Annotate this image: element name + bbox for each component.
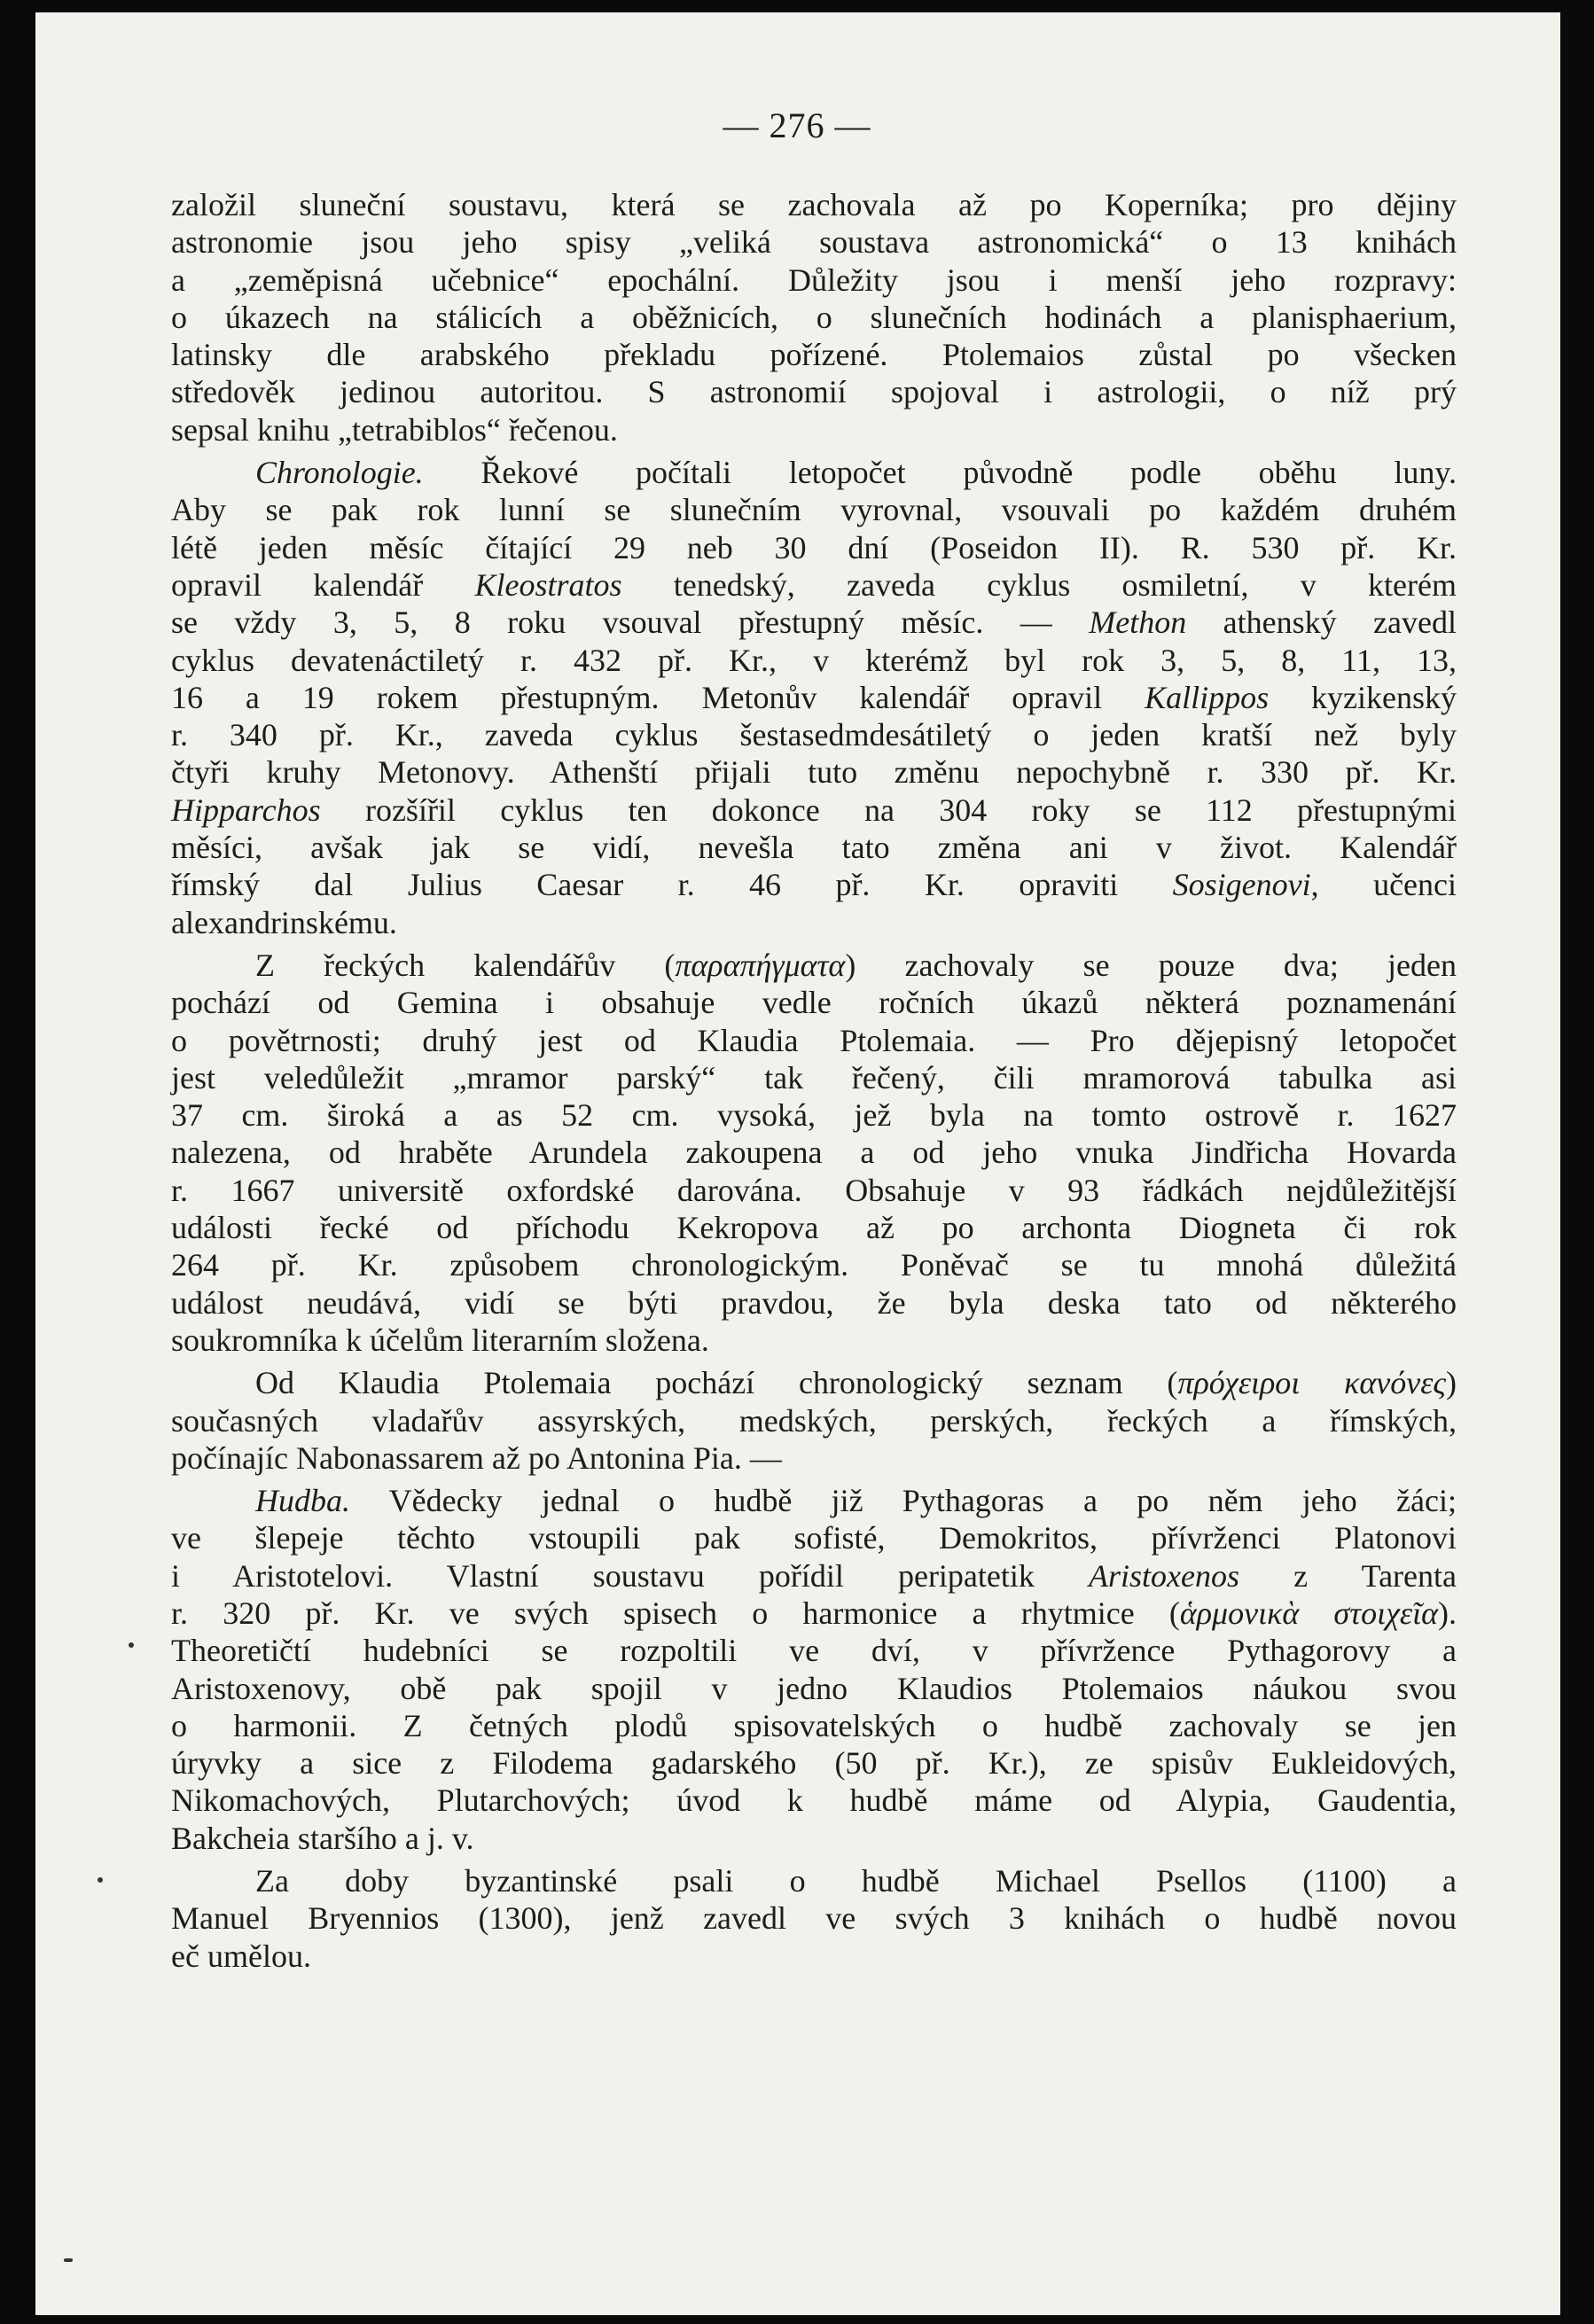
text-line: opravil kalendář Kleostratos tenedský, zaveda cyklus osmiletní, v kterém — [171, 566, 1457, 603]
text-line: současných vladařův assyrských, medských, perských, řeckých a římských, — [171, 1402, 1457, 1439]
text-line: 37 cm. široká a as 52 cm. vysoká, jež byla na tomto ostrově r. 1627 — [171, 1097, 1457, 1134]
text-line: nalezena, od hraběte Arundela zakoupena a od jeho vnuka Jindřicha Hovarda — [171, 1135, 1457, 1171]
greek-term: πρόχειροι κανόνες — [1177, 1365, 1447, 1401]
scan-speck — [64, 2258, 73, 2262]
scan-border-right — [1560, 0, 1594, 2324]
text-line: Za doby byzantinské psali o hudbě Michael Psellos (1100) a — [255, 1863, 1457, 1899]
text-line: události řecké od příchodu Kekropova až po archonta Diogneta či rok — [171, 1210, 1457, 1246]
text-line: Hipparchos rozšířil cyklus ten dokonce na 304 roky se 112 přestupnými — [171, 792, 1457, 828]
text-line: r. 320 př. Kr. ve svých spisech o harmonice a rhytmice (ἁρμονικὰ στοιχεῖα). — [171, 1595, 1457, 1631]
text-line: létě jeden měsíc čítající 29 neb 30 dní (Poseidon II). R. 530 př. Kr. — [171, 529, 1457, 565]
text-line: o harmonii. Z četných plodů spisovatelských o hudbě zachovaly se jen — [171, 1707, 1457, 1743]
text-line: latinsky dle arabského překladu pořízené. Ptolemaios zůstal po všecken — [171, 337, 1457, 373]
text-line: úryvky a sice z Filodema gadarského (50 př. Kr.), ze spisův Eukleidových, — [171, 1745, 1457, 1782]
section-heading-hudba: Hudba. — [255, 1483, 350, 1519]
text-line: cyklus devatenáctiletý r. 432 př. Kr., v kterémž byl rok 3, 5, 8, 11, 13, — [171, 642, 1457, 678]
text-line: r. 1667 universitě oxfordské darována. Obsahuje v 93 řádkách nejdůležitější — [171, 1172, 1457, 1208]
text-line: sepsal knihu „tetrabiblos“ řečenou. — [171, 411, 618, 448]
scan-border-top — [0, 0, 1594, 12]
greek-term: ἁρμονικὰ στοιχεῖα — [1179, 1595, 1438, 1631]
text-line: soukromníka k účelům literarním složena. — [171, 1322, 709, 1358]
name-hipparchos: Hipparchos — [171, 792, 321, 828]
text-line: r. 340 př. Kr., zaveda cyklus šestasedmdesátiletý o jeden kratší než byly — [171, 717, 1457, 753]
text-line: událost neudává, vidí se býti pravdou, že byla deska tato od některého — [171, 1284, 1457, 1321]
page-body — [171, 186, 1457, 1975]
text-line: o povětrnosti; druhý jest od Klaudia Ptolemaia. — Pro dějepisný letopočet — [171, 1022, 1457, 1058]
text-line: Z řeckých kalendářův (παραπήγματα) zachovaly se pouze dva; jeden — [255, 947, 1457, 983]
text-line: Chronologie. Řekové počítali letopočet původně podle oběhu luny. — [255, 455, 1457, 491]
section-heading-chronologie: Chronologie. — [255, 455, 424, 491]
text-line: astronomie jsou jeho spisy „veliká soustava astronomická“ o 13 knihách — [171, 224, 1457, 261]
text-line: ve šlepeje těchto vstoupili pak sofisté, Demokritos, přívrženci Platonovi — [171, 1520, 1457, 1556]
text-line: založil sluneční soustavu, která se zachovala až po Koperníka; pro dějiny — [171, 187, 1457, 222]
text-line: Aristoxenovy, obě pak spojil v jedno Klaudios Ptolemaios náukou svou — [171, 1670, 1457, 1706]
name-aristoxenos: Aristoxenos — [1089, 1557, 1240, 1594]
text-line: středověk jedinou autoritou. S astronomií spojoval i astrologii, o níž prý — [171, 374, 1457, 410]
name-methon: Methon — [1089, 604, 1187, 641]
page-number: — 276 — — [723, 105, 871, 145]
name-sosigenovi: Sosigenovi — [1172, 867, 1311, 903]
scan-speck — [129, 1642, 134, 1648]
text-line: o úkazech na stálicích a oběžnicích, o slunečních hodinách a planisphaerium, — [171, 299, 1457, 335]
text-line: i Aristotelovi. Vlastní soustavu pořídil peripatetik Aristoxenos z Tarenta — [171, 1557, 1457, 1594]
text-line: Nikomachových, Plutarchových; úvod k hudbě máme od Alypia, Gaudentia, — [171, 1782, 1457, 1819]
scan-border-left — [0, 0, 35, 2324]
text-line: Manuel Bryennios (1300), jenž zavedl ve svých 3 knihách o hudbě novou — [171, 1900, 1457, 1937]
scan-border-bottom — [0, 2315, 1594, 2324]
text-line: Od Klaudia Ptolemaia pochází chronologický seznam (πρόχειροι κανόνες) — [255, 1365, 1457, 1401]
text-line: Hudba. Vědecky jednal o hudbě již Pythagoras a po něm jeho žáci; — [255, 1483, 1457, 1519]
text-line: počínajíc Nabonassarem až po Antonina Pia. — — [171, 1439, 782, 1476]
text-line: 16 a 19 rokem přestupným. Metonův kalendář opravil Kallippos kyzikenský — [171, 679, 1457, 715]
scan-speck — [98, 1877, 103, 1883]
text-line: římský dal Julius Caesar r. 46 př. Kr. opraviti Sosigenovi, učenci — [171, 867, 1457, 903]
text-line: 264 př. Kr. způsobem chronologickým. Poněvač se tu mnohá důležitá — [171, 1247, 1457, 1283]
text-line: pochází od Gemina i obsahuje vedle ročních úkazů některá poznamenání — [171, 985, 1457, 1021]
text-line: a „zeměpisná učebnice“ epochální. Důležity jsou i menší jeho rozpravy: — [171, 261, 1457, 298]
text-line: čtyři kruhy Metonovy. Athenští přijali tuto změnu nepochybně r. 330 př. Kr. — [171, 754, 1457, 791]
text-line: alexandrinskému. — [171, 904, 397, 940]
text-line: Theoretičtí hudebníci se rozpoltili ve dví, v přívržence Pythagorovy a — [171, 1633, 1457, 1669]
text-line: Bakcheia staršího a j. v. — [171, 1820, 474, 1856]
greek-term: παραπήγματα — [675, 947, 846, 983]
text-line: měsíci, avšak jak se vidí, nevešla tato změna ani v život. Kalendář — [171, 830, 1457, 866]
name-kallippos: Kallippos — [1145, 679, 1270, 715]
text-line: jest veledůležit „mramor parský“ tak řečený, čili mramorová tabulka asi — [171, 1059, 1457, 1096]
name-kleostratos: Kleostratos — [474, 566, 622, 603]
text-line: eč umělou. — [171, 1938, 311, 1974]
text-line: se vždy 3, 5, 8 roku vsouval přestupný měsíc. — Methon athenský zavedl — [171, 604, 1457, 641]
text-line: Aby se pak rok lunní se slunečním vyrovnal, vsouvali po každém druhém — [171, 492, 1457, 528]
